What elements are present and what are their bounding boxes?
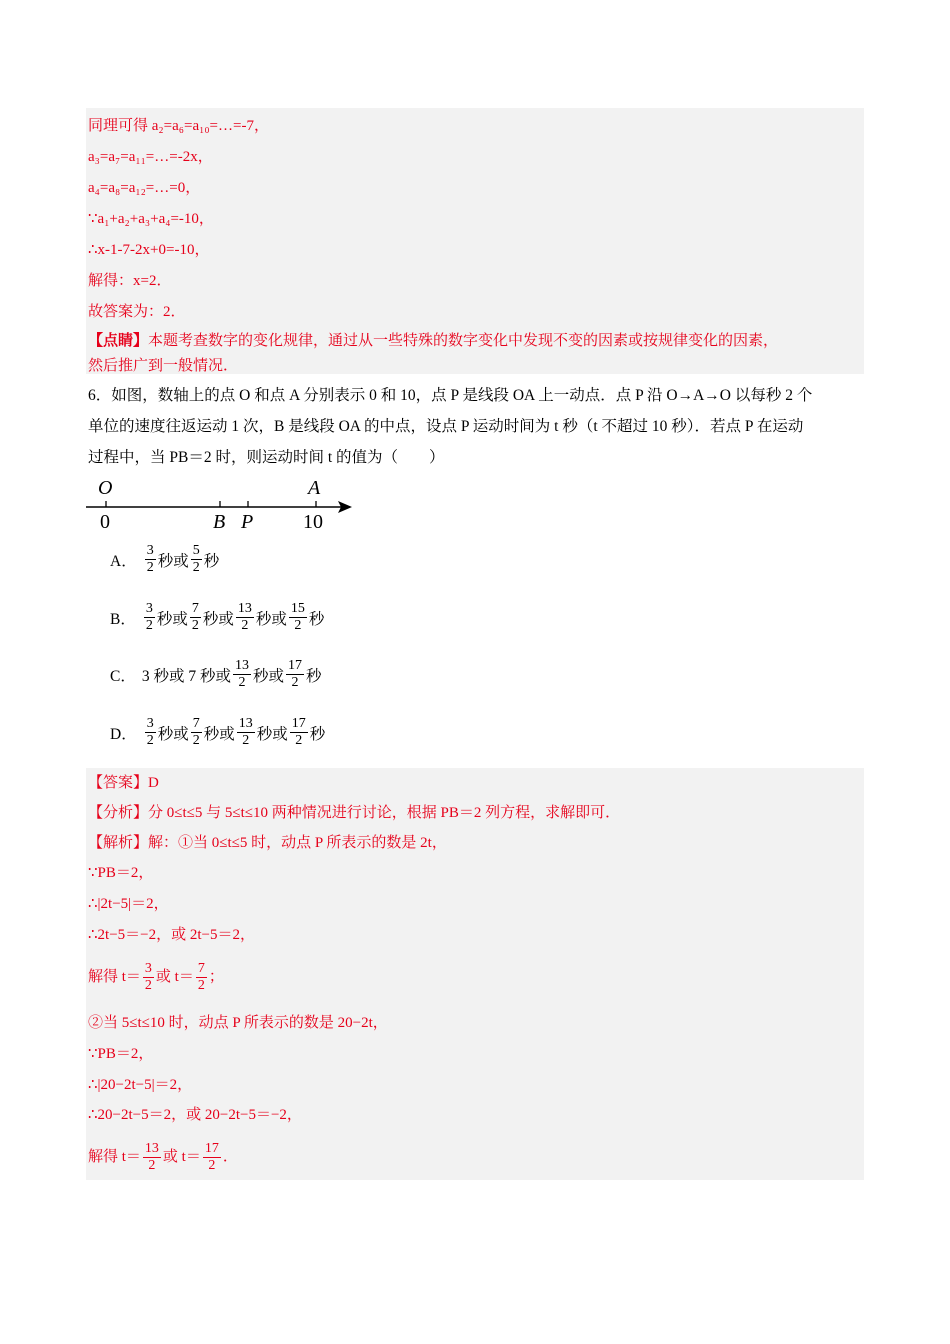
label-B: B	[213, 511, 226, 533]
option-text: 秒或	[255, 610, 287, 628]
work-line-6: ∴20−2t−5＝2，或 20−2t−5＝−2，	[88, 1107, 302, 1123]
solve-text: 解得 t＝	[88, 969, 141, 985]
solve-text: ；	[208, 969, 224, 985]
solution-line-6: 解得：x=2．	[88, 273, 172, 289]
option-d-label: D．	[110, 725, 137, 743]
fraction: $\frac{7}{2}$	[192, 716, 200, 748]
option-text: 秒或	[157, 552, 189, 570]
comment-tag: 【点睛】	[88, 333, 149, 349]
question-line-2: 单位的速度往返运动 1 次，B 是线段 OA 的中点，设点 P 运动时间为 t 秒（t 不超过 10 秒）．若点 P 在运动	[88, 418, 804, 435]
option-text: 3 秒或 7 秒或	[141, 667, 231, 685]
fraction: $\frac{3}{2}$	[145, 601, 153, 633]
work-line-5: ∴|20−2t−5|＝2，	[88, 1077, 193, 1093]
option-a[interactable]	[110, 543, 219, 576]
comment-line-1	[88, 331, 778, 351]
option-b[interactable]	[110, 601, 324, 634]
solution-line-2: a₃=a₇=a₁₁=…=-2x，	[88, 149, 213, 165]
option-c-label: C．	[110, 667, 136, 685]
fraction: $\frac{13}{2}$	[144, 1140, 159, 1173]
fraction: $\frac{3}{2}$	[146, 716, 154, 748]
label-0: 0	[100, 511, 110, 533]
option-text: 秒	[308, 610, 325, 628]
solution-line-4: ∵a₁+a₂+a₃+a₄=-10，	[88, 211, 214, 227]
work-line-1: ∵PB＝2，	[88, 865, 154, 881]
solution-line-7: 故答案为：2．	[88, 304, 186, 320]
option-c[interactable]	[110, 658, 322, 691]
solve-text: 或 t＝	[155, 969, 194, 985]
solve-text: 解得 t＝	[88, 1149, 141, 1165]
label-O: O	[98, 477, 113, 499]
comment-line-2: 然后推广到一般情况．	[88, 358, 239, 374]
number-line-figure	[80, 474, 370, 534]
solve-line-2	[88, 1138, 238, 1176]
fraction: $\frac{15}{2}$	[290, 601, 305, 633]
solution-line-1: 同理可得 a₂=a₆=a₁₀=…=-7，	[88, 118, 269, 134]
case2-line: ②当 5≤t≤10 时，动点 P 所表示的数是 20−2t，	[88, 1015, 388, 1031]
fraction: $\frac{3}{2}$	[146, 543, 154, 575]
fraction: $\frac{13}{2}$	[234, 658, 249, 690]
solve-text: 或 t＝	[162, 1149, 201, 1165]
fraction: $\frac{13}{2}$	[237, 601, 252, 633]
question-line-3: 过程中，当 PB＝2 时，则运动时间 t 的值为（ ）	[88, 449, 445, 466]
option-d[interactable]	[110, 716, 325, 749]
option-text: 秒	[203, 552, 220, 570]
label-P: P	[241, 511, 254, 533]
solution-line-5: ∴x-1-7-2x+0=-10，	[88, 242, 210, 258]
fraction: $\frac{13}{2}$	[238, 716, 253, 748]
option-b-label: B．	[110, 610, 136, 628]
fraction: $\frac{7}{2}$	[197, 960, 205, 993]
fraction: $\frac{17}{2}$	[291, 716, 306, 748]
answer-line: 【答案】D	[88, 775, 159, 791]
solution-line-3: a₄=a₈=a₁₂=…=0，	[88, 180, 201, 196]
comment-text-1: 本题考查数字的变化规律，通过从一些特殊的数字变化中发现不变的因素或按规律变化的因素，	[148, 333, 779, 349]
work-line-3: ∴2t−5＝−2，或 2t−5＝2，	[88, 927, 256, 943]
work-line-4: ∵PB＝2，	[88, 1046, 154, 1062]
option-text: 秒或	[203, 725, 235, 743]
option-text: 秒或	[256, 725, 288, 743]
fraction: $\frac{17}{2}$	[288, 658, 302, 690]
option-text: 秒或	[157, 725, 189, 743]
option-text: 秒或	[252, 667, 284, 685]
analysis-line: 【分析】分 0≤t≤5 与 5≤t≤10 两种情况进行讨论，根据 PB＝2 列方程，求解即可．	[88, 805, 621, 821]
work-line-2: ∴|2t−5|＝2，	[88, 896, 169, 912]
solve-line-1	[88, 958, 224, 996]
option-text: 秒或	[202, 610, 234, 628]
option-text: 秒或	[156, 610, 188, 628]
label-A: A	[308, 477, 321, 499]
fraction: $\frac{7}{2}$	[191, 601, 199, 633]
fraction: $\frac{5}{2}$	[192, 543, 200, 575]
label-10: 10	[303, 511, 323, 533]
solve-text: ．	[222, 1149, 238, 1165]
fraction: $\frac{3}{2}$	[144, 960, 152, 993]
fraction: $\frac{17}{2}$	[204, 1140, 219, 1173]
detail-line: 【解析】解：①当 0≤t≤5 时，动点 P 所表示的数是 2t，	[88, 835, 447, 851]
option-a-label: A．	[110, 552, 137, 570]
option-text: 秒	[306, 667, 322, 685]
option-text: 秒	[309, 725, 326, 743]
question-line-1: 6．如图，数轴上的点 O 和点 A 分别表示 0 和 10，点 P 是线段 OA 上一动点．点 P 沿 O→A→O 以每秒 2 个	[88, 387, 813, 404]
